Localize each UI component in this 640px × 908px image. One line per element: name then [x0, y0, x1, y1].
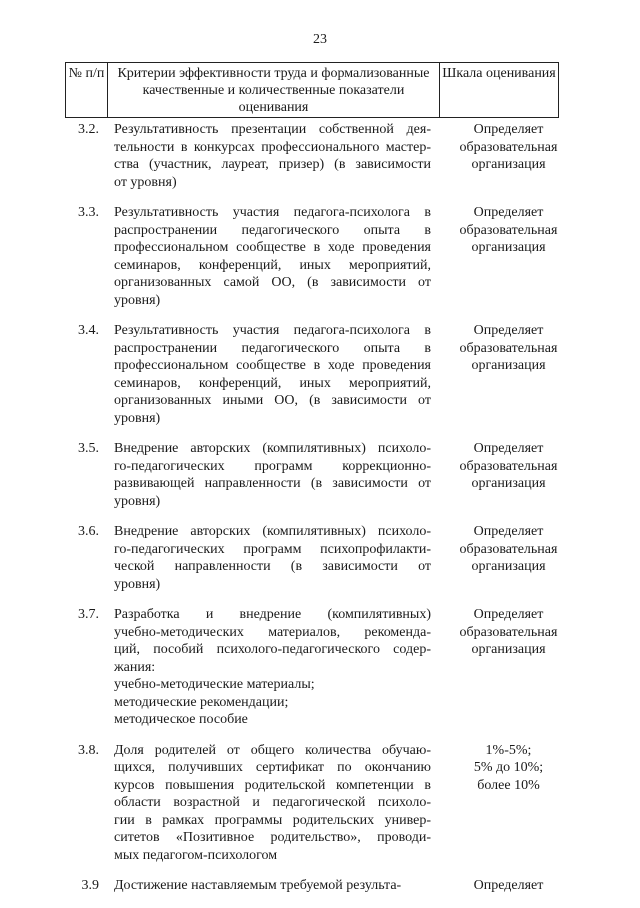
scale-line: организация: [471, 240, 546, 255]
scale-line: Определяет: [473, 122, 544, 137]
header-scale-column: Шкала оценивания: [442, 66, 556, 81]
criteria-line: распространении педагогического опыта в: [114, 222, 431, 238]
criteria-line: от уровня): [114, 174, 177, 190]
criteria-line: методические рекомендации;: [114, 694, 289, 710]
header-number-column: № п/п: [66, 63, 108, 117]
criteria-table-body: [0, 121, 640, 908]
scale-line: образовательная: [459, 222, 558, 238]
criteria-line: Доля родителей от общего количества обучаю-: [114, 742, 431, 758]
criteria-line: ства (участник, лауреат, призер) (в зависимости: [114, 157, 431, 172]
row-scale: [441, 742, 576, 865]
row-criteria: [114, 322, 431, 427]
scale-line: организация: [471, 157, 546, 172]
row-criteria: [114, 523, 431, 593]
scale-line: образовательная: [459, 458, 558, 474]
scale-line: 1%-5%;: [485, 742, 532, 758]
scale-line: организация: [471, 642, 546, 657]
row-criteria: [114, 606, 431, 729]
criteria-line: распространении педагогического опыта в: [114, 340, 431, 356]
criteria-line: методическое пособие: [114, 712, 248, 727]
criteria-line: семинаров, конференций, иных мероприятий,: [114, 375, 431, 391]
table-row: [0, 121, 640, 191]
criteria-line: жания:: [114, 659, 156, 675]
table-row: [0, 322, 640, 427]
criteria-line: ций, пособий психолого-педагогического содер-: [114, 642, 431, 657]
criteria-line: ситетов «Позитивное родительство», проводи-: [114, 830, 431, 845]
table-row: [0, 440, 640, 510]
criteria-line: тельности в конкурсах профессионального мастер-: [114, 139, 431, 155]
scale-line: Определяет: [473, 323, 544, 338]
row-scale: [441, 322, 576, 427]
criteria-line: го-педагогических программ психопрофилакти-: [114, 541, 431, 557]
criteria-line: учебно-методические материалы;: [114, 677, 315, 692]
criteria-line: курсов повышения родительской компетенции в: [114, 777, 431, 793]
criteria-line: мых педагогом-психологом: [114, 847, 278, 863]
scale-line: организация: [471, 559, 546, 574]
criteria-line: профессиональном сообществе в ходе проведения: [114, 240, 431, 255]
table-row: [0, 742, 640, 865]
scale-line: Определяет: [473, 441, 544, 456]
page-number: 23: [313, 32, 327, 47]
criteria-line: развивающей направленности (в зависимости от: [114, 476, 431, 491]
row-number: 3.5.: [78, 441, 99, 456]
scale-line: организация: [471, 476, 546, 491]
scale-line: образовательная: [459, 624, 558, 640]
criteria-line: щихся, получивших сертификат по окончанию: [114, 760, 431, 775]
row-scale: [441, 877, 576, 895]
table-row: [0, 606, 640, 729]
criteria-line: го-педагогических программ коррекционно-: [114, 458, 431, 474]
row-scale: [441, 523, 576, 593]
criteria-line: уровня): [114, 576, 161, 592]
scale-line: 5% до 10%;: [473, 760, 544, 775]
row-scale: [441, 606, 576, 729]
row-scale: [441, 204, 576, 309]
row-number: 3.7.: [78, 607, 99, 622]
row-criteria: [114, 121, 431, 191]
criteria-line: уровня): [114, 493, 161, 509]
criteria-line: организованных самой ОО, (в зависимости от: [114, 275, 431, 290]
criteria-line: семинаров, конференций, иных мероприятий,: [114, 257, 431, 273]
row-scale: [441, 440, 576, 510]
criteria-line: гии в рамках программы родительских универ-: [114, 812, 431, 828]
table-header: [65, 62, 559, 118]
scale-line: образовательная: [459, 340, 558, 356]
criteria-line: учебно-методических материалов, рекоменда-: [114, 624, 431, 640]
row-number: 3.2.: [78, 122, 99, 137]
scale-line: Определяет: [473, 878, 544, 893]
criteria-line: уровня): [114, 292, 161, 308]
row-number: 3.3.: [78, 205, 99, 220]
criteria-line: Результативность участия педагога-психолога в: [114, 205, 431, 220]
criteria-line: организованных иными ОО, (в зависимости от: [114, 393, 431, 408]
scale-line: более 10%: [477, 777, 540, 793]
row-number: 3.9: [81, 878, 99, 893]
criteria-line: Достижение наставляемым требуемой результа-: [114, 878, 402, 893]
row-criteria: [114, 204, 431, 309]
scale-line: Определяет: [473, 524, 544, 539]
table-row: [0, 204, 640, 309]
scale-line: Определяет: [473, 205, 544, 220]
criteria-line: ческой направленности (в зависимости от: [114, 559, 431, 574]
criteria-line: Результативность презентации собственной дея-: [114, 122, 431, 137]
criteria-line: профессиональном сообществе в ходе проведения: [114, 358, 431, 373]
table-row: [0, 877, 640, 895]
scale-line: образовательная: [459, 541, 558, 557]
header-criteria-column: Критерии эффективности труда и формализованные качественные и количественные показатели оценивания: [108, 63, 440, 117]
row-criteria: [114, 440, 431, 510]
row-criteria: [114, 742, 431, 865]
row-scale: [441, 121, 576, 191]
row-number: 3.4.: [78, 323, 99, 338]
scale-line: Определяет: [473, 607, 544, 622]
table-row: [0, 523, 640, 593]
row-criteria: [114, 877, 431, 895]
criteria-line: области возрастной и педагогической психоло-: [114, 795, 431, 810]
row-number: 3.6.: [78, 524, 99, 539]
criteria-line: Разработка и внедрение (компилятивных): [114, 607, 431, 622]
criteria-line: Результативность участия педагога-психолога в: [114, 323, 431, 338]
row-number: 3.8.: [78, 742, 99, 758]
scale-line: образовательная: [459, 139, 558, 155]
scale-line: организация: [471, 358, 546, 373]
criteria-line: Внедрение авторских (компилятивных) психоло-: [114, 441, 431, 456]
criteria-line: уровня): [114, 410, 161, 426]
criteria-line: Внедрение авторских (компилятивных) психоло-: [114, 524, 431, 539]
